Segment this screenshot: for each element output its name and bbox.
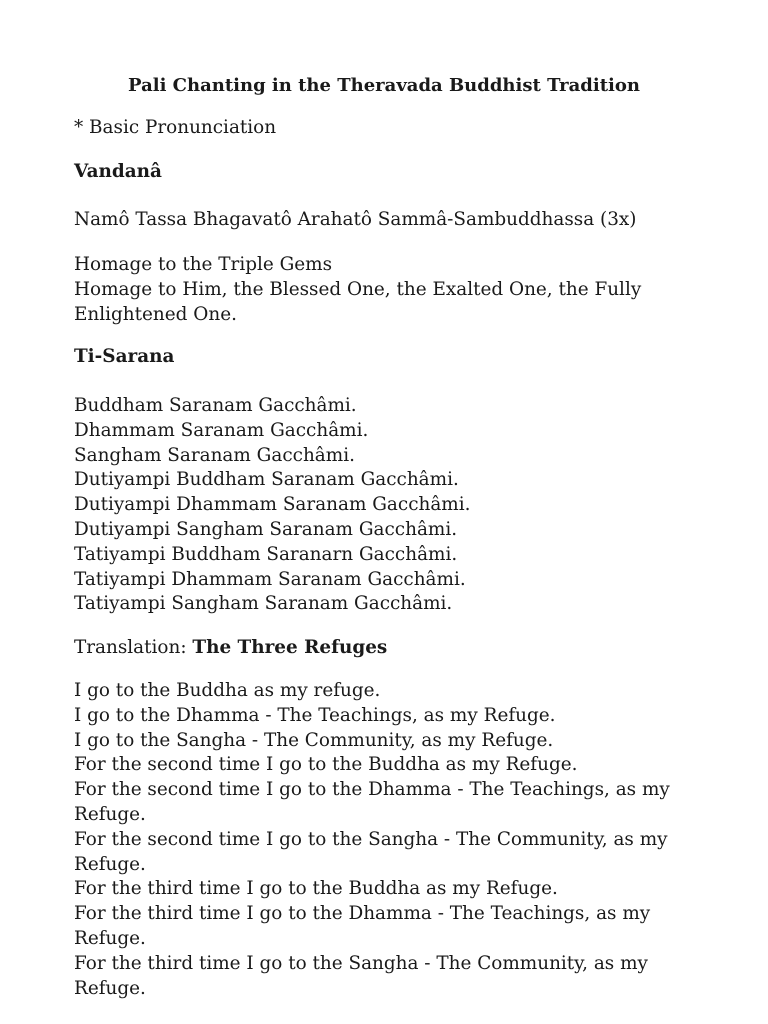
- text-line: Refuge.: [74, 853, 146, 875]
- vandana-heading: Vandanâ: [74, 161, 162, 182]
- text-line: For the second time I go to the Sangha - The Community, as my: [74, 828, 668, 850]
- chant-line: Buddham Saranam Gacchâmi.: [74, 395, 357, 416]
- chant-line: Dutiyampi Sangham Saranam Gacchâmi.: [74, 518, 458, 540]
- text-line: For the second time I go to the Dhamma - The Teachings, as my: [74, 779, 670, 801]
- translation-label: Translation:: [74, 637, 193, 658]
- chant-line: Dutiyampi Buddham Saranam Gacchâmi.: [74, 469, 459, 491]
- text-line: Homage to Him, the Blessed One, the Exalted One, the Fully: [74, 278, 642, 300]
- vandana-translation: [74, 253, 694, 327]
- text-line: Enlightened One.: [74, 303, 237, 325]
- chant-line: Dhammam Saranam Gacchâmi.: [74, 419, 369, 441]
- text-line: Refuge.: [74, 803, 146, 825]
- text-line: I go to the Dhamma - The Teachings, as my Refuge.: [74, 704, 556, 726]
- chant-line: Dutiyampi Dhammam Saranam Gacchâmi.: [74, 494, 471, 516]
- ti-sarana-translation: [74, 679, 694, 1001]
- ti-sarana-heading: Ti-Sarana: [74, 346, 175, 367]
- chant-line: Tatiyampi Sangham Saranam Gacchâmi.: [74, 593, 453, 615]
- text-line: Homage to the Triple Gems: [74, 254, 333, 275]
- ti-sarana-chant: [74, 394, 694, 617]
- text-line: For the third time I go to the Buddha as my Refuge.: [74, 878, 558, 900]
- translation-heading: [74, 636, 694, 661]
- chant-line: Tatiyampi Dhammam Saranam Gacchâmi.: [74, 568, 466, 590]
- text-line: For the third time I go to the Sangha - The Community, as my: [74, 952, 648, 974]
- text-line: Refuge.: [74, 927, 146, 949]
- chant-line: Tatiyampi Buddham Saranarn Gacchâmi.: [74, 543, 458, 565]
- pronunciation-note: * Basic Pronunciation: [74, 117, 277, 138]
- chant-line: Sangham Saranam Gacchâmi.: [74, 444, 355, 466]
- text-line: Refuge.: [74, 977, 146, 999]
- text-line: I go to the Buddha as my refuge.: [74, 680, 381, 701]
- text-line: I go to the Sangha - The Community, as my Refuge.: [74, 729, 554, 751]
- text-line: For the third time I go to the Dhamma - The Teachings, as my: [74, 903, 651, 925]
- vandana-chant: Namô Tassa Bhagavatô Arahatô Sammâ-Sambuddhassa (3x): [74, 209, 637, 230]
- translation-title: The Three Refuges: [192, 637, 388, 658]
- document-title: Pali Chanting in the Theravada Buddhist Tradition: [128, 75, 640, 96]
- text-line: For the second time I go to the Buddha as my Refuge.: [74, 754, 578, 776]
